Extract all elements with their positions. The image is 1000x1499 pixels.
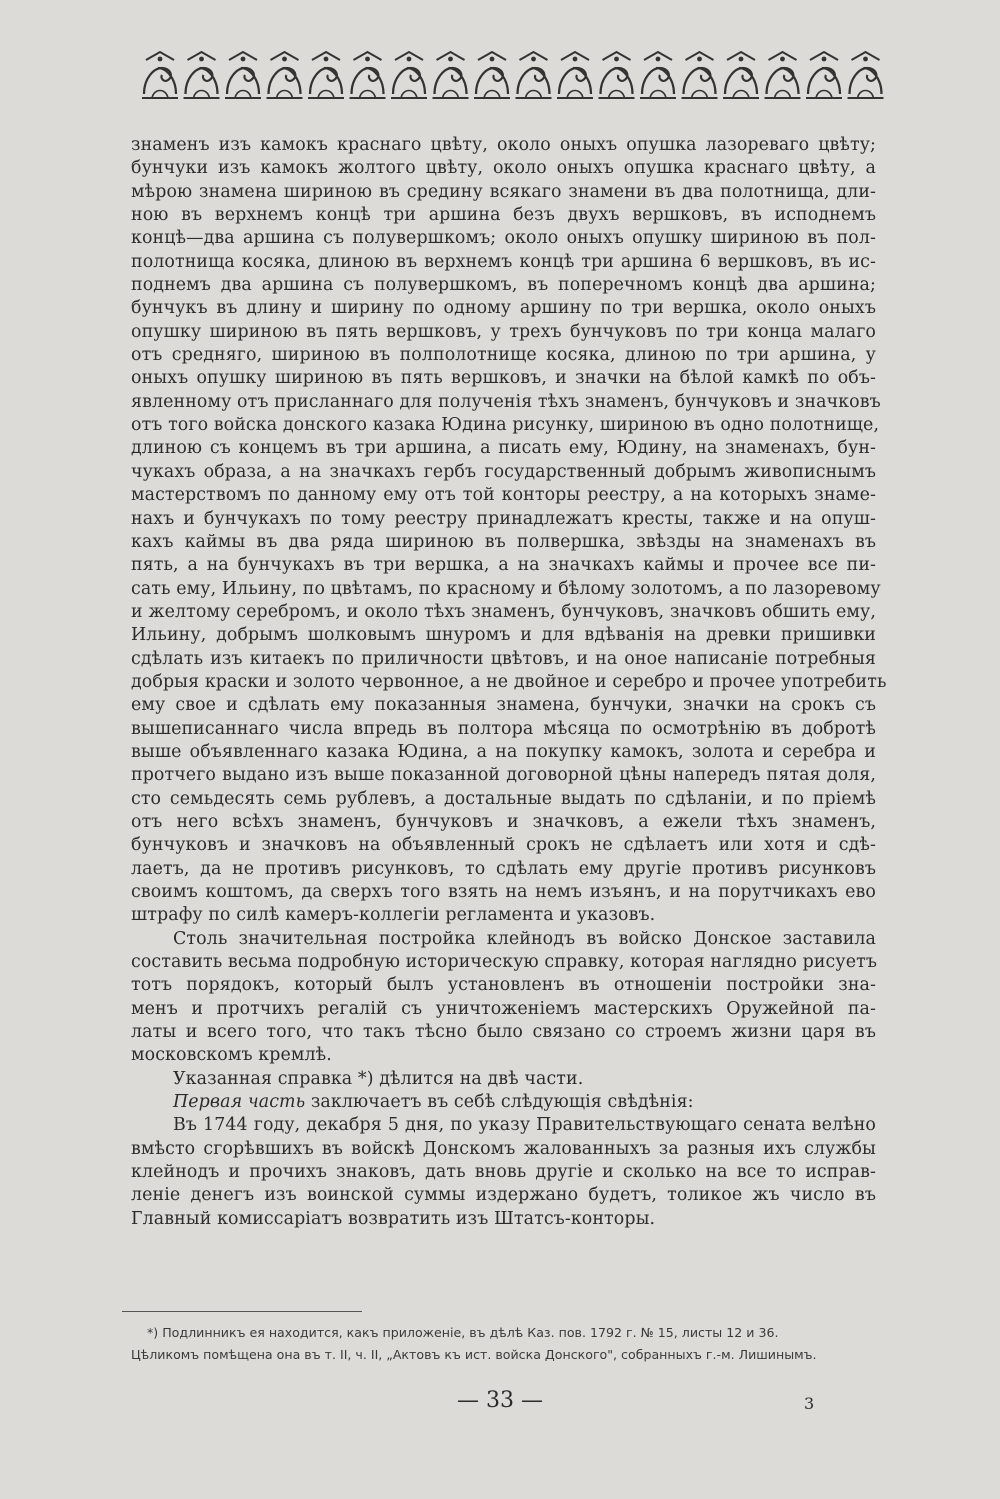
text-line: бунчукъ въ длину и ширину по одному аршину по три вершка, около оныхъ xyxy=(131,298,876,319)
text-line: опушку шириною въ пять вершковъ, у трехъ бунчуковъ по три конца малаго xyxy=(131,321,876,342)
text-line: выше объявленнаго казака Юдина, а на покупку камокъ, золота и серебра и xyxy=(131,741,876,762)
decorative-ornament-border xyxy=(140,46,892,104)
italic-phrase: Первая часть xyxy=(173,1092,306,1113)
footnote-line: *) Подлинникъ ея находится, какъ приложеніе, въ дѣлѣ Каз. пов. 1792 г. № 15, листы 12 и 36. xyxy=(147,1325,779,1340)
text-line: протчего выдано изъ выше показанной договорной цѣны напередъ пятая доля, xyxy=(131,765,876,786)
paragraph-5 xyxy=(131,1114,876,1231)
text-line: сдѣлать изъ китаекъ по приличности цвѣтовъ, и на оное написаніе потребныя xyxy=(131,648,876,669)
text-line: сто семьдесять семь рублевъ, а достальные выдать по сдѣланіи, и по пріемѣ xyxy=(131,788,876,809)
ornament-motif xyxy=(433,52,469,98)
text-line: полотнища косяка, длиною въ верхнемъ концѣ три аршина 6 вершковъ, въ ис- xyxy=(131,251,876,272)
ornament-motif xyxy=(391,52,427,98)
footnote xyxy=(131,1322,876,1366)
text-line: отъ того войска донского казака Юдина рисунку, шириною въ одно полотнище, xyxy=(131,415,880,436)
text-line: бунчуки изъ камокъ жолтого цвѣту, около оныхъ опушка краснаго цвѣту, а xyxy=(131,158,876,179)
text-line: явленному отъ присланнаго для полученія тѣхъ знаменъ, бунчуковъ и значковъ xyxy=(131,391,881,412)
text-line: латы и всего того, что такъ тѣсно было связано со строемъ жизни царя въ xyxy=(131,1022,876,1043)
text-line: вышеписаннаго числа впредь въ полтора мѣсяца по осмотрѣнію въ добротѣ xyxy=(131,718,876,739)
ornament-motif xyxy=(765,52,801,98)
footnote-divider xyxy=(122,1311,362,1312)
text-line-rest: заключаетъ въ себѣ слѣдующія свѣдѣнія: xyxy=(305,1092,694,1113)
footnote-line: Цѣликомъ помѣщена она въ т. II, ч. II, „Актовъ къ ист. войска Донского", собранныхъ г.-м. Лишинымъ. xyxy=(131,1347,817,1362)
text-line: вмѣсто сгорѣвшихъ въ войскѣ Донскомъ жалованныхъ за разныя ихъ службы xyxy=(131,1138,876,1159)
ornament-motif xyxy=(682,52,718,98)
text-line: тотъ порядокъ, который былъ установленъ въ отношеніи постройки зна- xyxy=(131,975,876,996)
text-line: ему свое и сдѣлать ему показанныя знамена, бунчуки, значки на срокъ съ xyxy=(131,695,876,716)
text-line: составить весьма подробную историческую справку, которая наглядно рисуетъ xyxy=(131,952,877,973)
ornament-motif xyxy=(723,52,759,98)
text-line: и желтому серебромъ, и около тѣхъ знаменъ, бунчуковъ, значковъ обшить ему, xyxy=(131,601,876,622)
paragraph-2 xyxy=(131,928,876,1068)
paragraph-3 xyxy=(131,1068,876,1091)
text-line: мѣрою знамена шириною въ средину всякаго знамени въ два полотнища, дли- xyxy=(131,181,876,202)
signature-mark: 3 xyxy=(804,1394,815,1413)
paragraph-1 xyxy=(131,134,887,928)
text-line: Столь значительная постройка клейнодъ въ войско Донское заставила xyxy=(173,928,876,949)
main-text xyxy=(131,134,887,1231)
text-line: Указанная справка *) дѣлится на двѣ части. xyxy=(173,1068,584,1089)
text-line: менъ и протчихъ регалій съ уничтоженіемъ мастерскихъ Оружейной па- xyxy=(131,998,876,1019)
text-line: леніе денегъ изъ воинской суммы издержано будетъ, толикое жъ число въ xyxy=(131,1185,876,1206)
ornament-motif xyxy=(225,52,261,98)
text-line: московскомъ кремлѣ. xyxy=(131,1045,332,1066)
text-line: оныхъ опушку шириною въ пять вершковъ, и значки на бѣлой камкѣ по объ- xyxy=(131,368,876,389)
ornament-motif xyxy=(640,52,676,98)
text-line: мастерствомъ по данному ему отъ той конторы реестру, а на которыхъ знаме- xyxy=(131,485,876,506)
text-line: добрыя краски и золото червонное, а не двойное и серебро и прочее употребить xyxy=(131,671,887,692)
page-number: — 33 — xyxy=(457,1388,543,1413)
text-line: концѣ—два аршина съ полувершкомъ; около оныхъ опушку шириною въ пол- xyxy=(131,228,876,249)
text-line: пять, а на бунчукахъ въ три вершка, а на значкахъ каймы и прочее все пи- xyxy=(131,555,876,576)
ornament-motif xyxy=(142,52,178,98)
ornament-motif xyxy=(806,52,842,98)
text-line: чукахъ образа, а на значкахъ гербъ государственный добрымъ живописнымъ xyxy=(131,461,876,482)
paragraph-4 xyxy=(131,1091,876,1114)
ornament-motif xyxy=(474,52,510,98)
text-line: клейнодъ и прочихъ знаковъ, дать вновь другіе и сколько на все то исправ- xyxy=(131,1162,876,1183)
text-line: Въ 1744 году, декабря 5 дня, по указу Правительствующаго сената велѣно xyxy=(173,1115,876,1136)
text-line: штрафу по силѣ камеръ-коллегіи регламента и указовъ. xyxy=(131,905,656,926)
text-line: поднемъ два аршина съ полувершкомъ, въ поперечномъ концѣ два аршина; xyxy=(131,275,876,296)
ornament-motif xyxy=(557,52,593,98)
text-line: отъ него всѣхъ знаменъ, бунчуковъ и значковъ, а ежели тѣхъ знаменъ, xyxy=(131,811,876,832)
ornament-motif xyxy=(267,52,303,98)
text-line: Главный комиссаріатъ возвратить изъ Штатсъ-конторы. xyxy=(131,1208,656,1229)
ornament-motif xyxy=(308,52,344,98)
text-line: Ильину, добрымъ шолковымъ шнуромъ и для вдѣванія на древки пришивки xyxy=(131,625,876,646)
text-line: длиною съ концемъ въ три аршина, а писать ему, Юдину, на знаменахъ, бун- xyxy=(131,438,876,459)
ornament-motif xyxy=(599,52,635,98)
text-line: кахъ каймы въ два ряда шириною въ полвершка, звѣзды на знаменахъ въ xyxy=(131,531,876,552)
text-line: бунчуковъ и значковъ на объявленный срокъ не сдѣлаетъ или хотя и сдѣ- xyxy=(131,835,876,856)
text-line: нахъ и бунчукахъ по тому реестру принадлежатъ кресты, также и на опуш- xyxy=(131,508,876,529)
text-line xyxy=(131,1091,876,1114)
ornament-motif xyxy=(516,52,552,98)
ornament-motif xyxy=(184,52,220,98)
ornament-motif xyxy=(848,52,884,98)
text-line: отъ средняго, шириною въ полполотнище косяка, длиною по три аршина, у xyxy=(131,345,876,366)
ornament-motif xyxy=(350,52,386,98)
text-line: лаетъ, да не противъ рисунковъ, то сдѣлать ему другіе противъ рисунковъ xyxy=(131,858,876,879)
text-line: сать ему, Ильину, по цвѣтамъ, по красному и бѣлому золотомъ, а по лазоревому xyxy=(131,578,881,599)
text-line: ною въ верхнемъ концѣ три аршина безъ двухъ вершковъ, въ исподнемъ xyxy=(131,205,876,226)
text-line: своимъ коштомъ, да сверхъ того взять на немъ изъянъ, и на порутчикахъ ево xyxy=(131,882,876,902)
text-line: знаменъ изъ камокъ краснаго цвѣту, около оныхъ опушка лазореваго цвѣту; xyxy=(131,135,876,155)
